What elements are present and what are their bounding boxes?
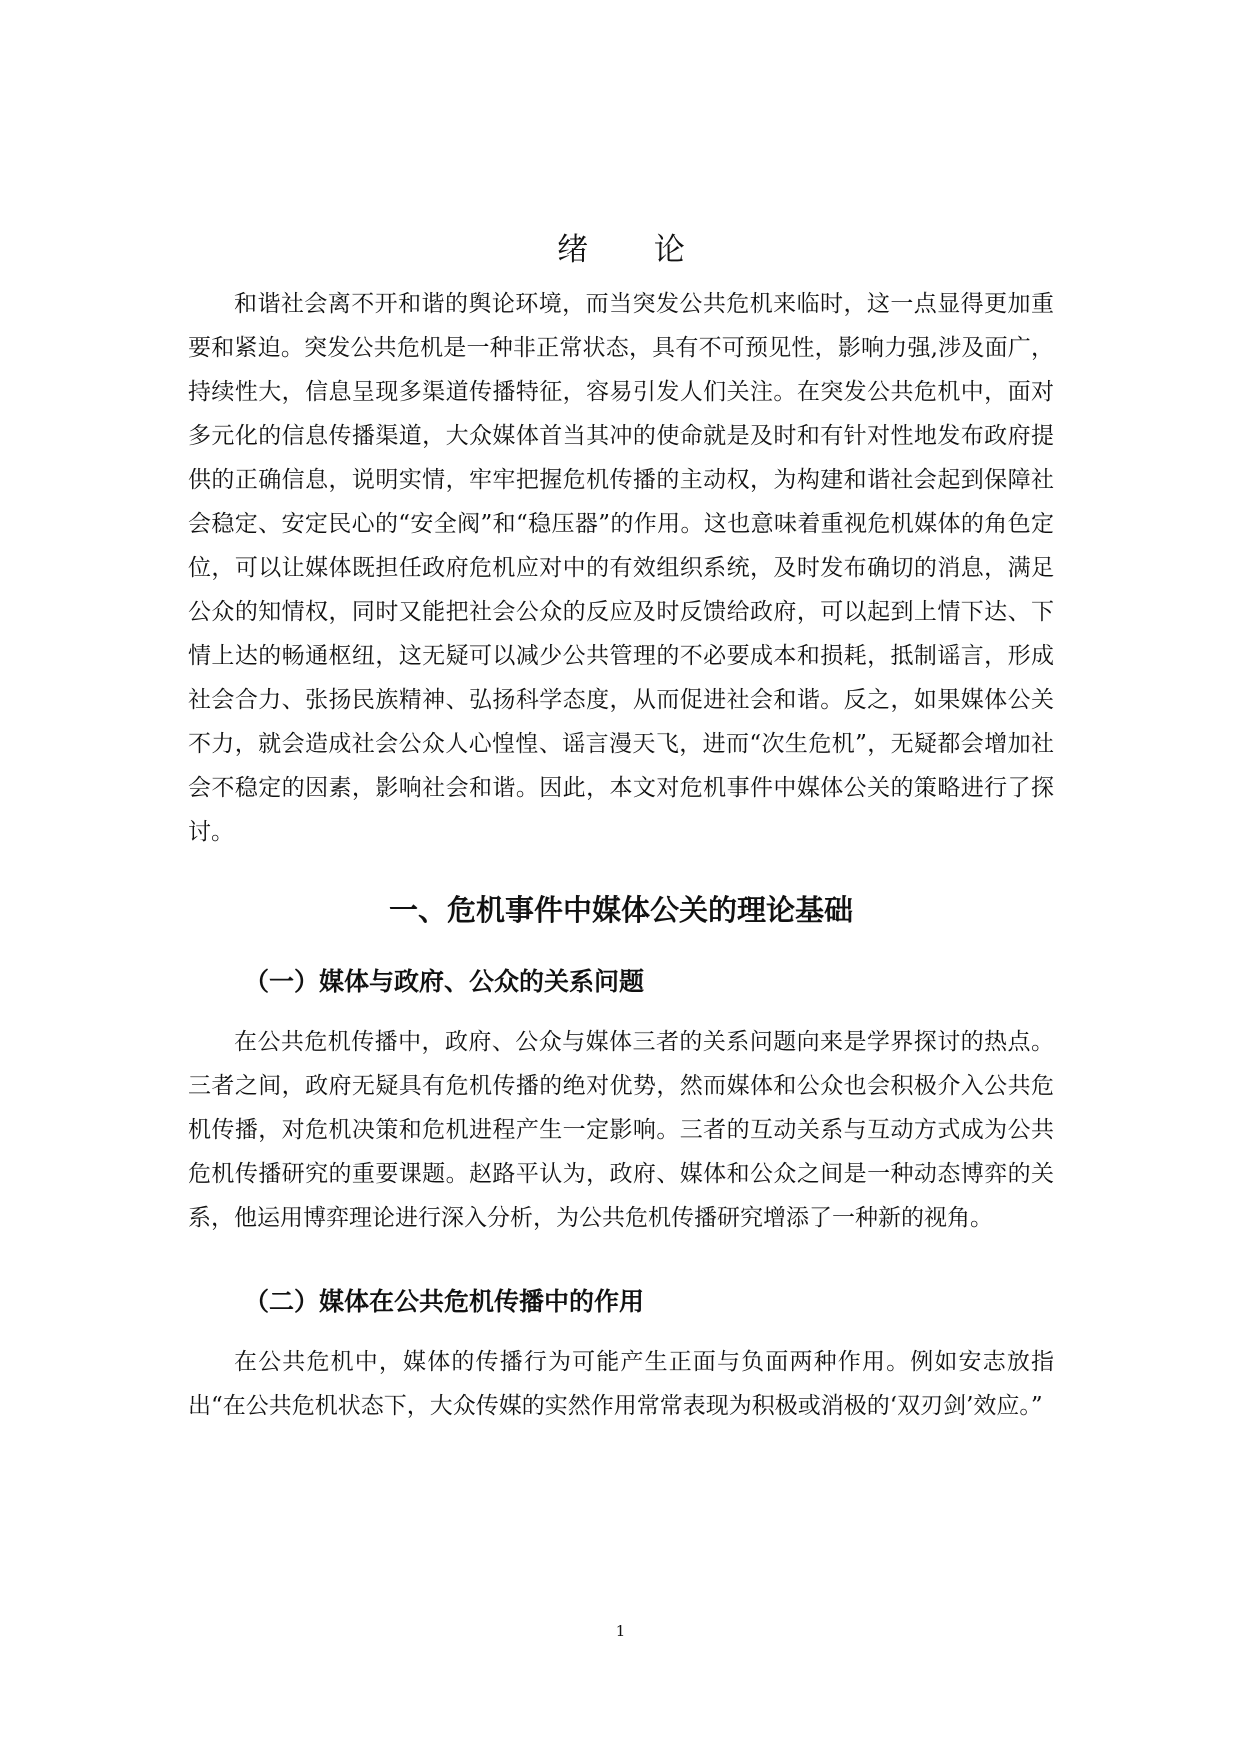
subsection-heading-2: （二）媒体在公共危机传播中的作用 [244, 1287, 645, 1316]
page-content [188, 228, 1054, 1428]
page-number: 1 [615, 1622, 626, 1640]
document-title: 绪 论 [557, 232, 713, 268]
subsection-paragraph-1: 在公共危机传播中，政府、公众与媒体三者的关系问题向来是学界探讨的热点。三者之间，政府无疑具有危机传播的绝对优势，然而媒体和公众也会积极介入公共危机传播，对危机决策和危机进程产生一定影响。三者的互动关系与互动方式成为公共危机传播研究的重要课题。赵路平认为，政府、媒体和公众之间是一种动态博弈的关系，他运用博弈理论进行深入分析，为公共危机传播研究增添了一种新的视角。 [188, 1029, 1054, 1231]
subsection-paragraph-2: 在公共危机中，媒体的传播行为可能产生正面与负面两种作用。例如安志放指出“在公共危机状态下，大众传媒的实然作用常常表现为积极或消极的‘双刃剑’效应。” [188, 1349, 1054, 1419]
section-heading-1: 一、危机事件中媒体公关的理论基础 [388, 893, 853, 927]
section-spacer [188, 1240, 1054, 1280]
intro-paragraph: 和谐社会离不开和谐的舆论环境，而当突发公共危机来临时，这一点显得更加重要和紧迫。突发公共危机是一种非正常状态，具有不可预见性，影响力强,涉及面广，持续性大，信息呈现多渠道传播特征，容易引发人们关注。在突发公共危机中，面对多元化的信息传播渠道，大众媒体首当其冲的使命就是及时和有针对性地发布政府提供的正确信息，说明实情，牢牢把握危机传播的主动权，为构建和谐社会起到保障社会稳定、安定民心的“安全阀”和“稳压器”的作用。这也意味着重视危机媒体的角色定位，可以让媒体既担任政府危机应对中的有效组织系统，及时发布确切的消息，满足公众的知情权，同时又能把社会公众的反应及时反馈给政府，可以起到上情下达、下情上达的畅通枢纽，这无疑可以减少公共管理的不必要成本和损耗，抵制谣言，形成社会合力、张扬民族精神、弘扬科学态度，从而促进社会和谐。反之，如果媒体公关不力，就会造成社会公众人心惶惶、谣言漫天飞，进而“次生危机”，无疑都会增加社会不稳定的因素，影响社会和谐。因此，本文对危机事件中媒体公关的策略进行了探讨。 [188, 291, 1054, 845]
subsection-heading-1: （一）媒体与政府、公众的关系问题 [244, 967, 645, 996]
